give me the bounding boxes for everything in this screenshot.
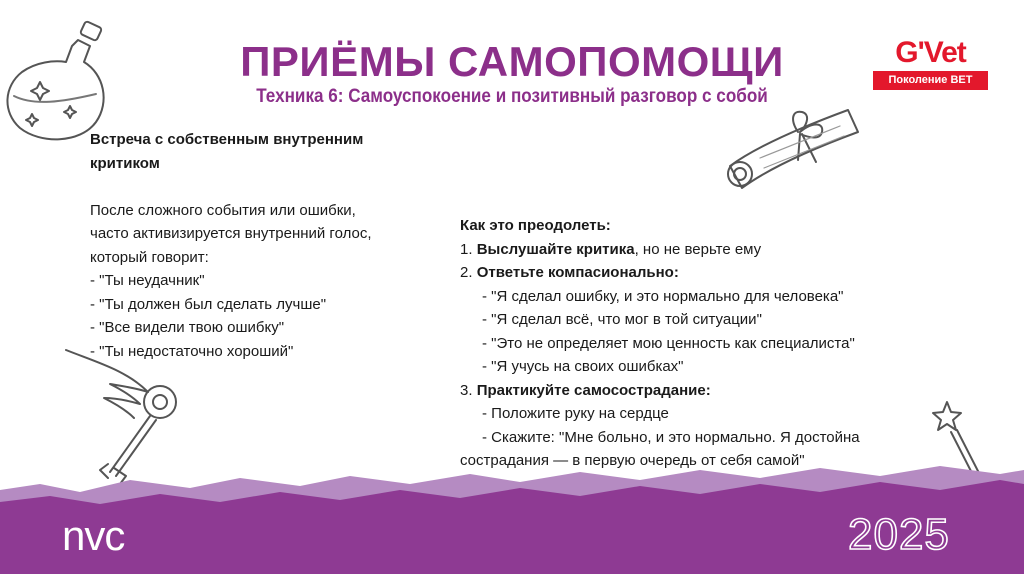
step-3-item-continued: сострадания — в первую очередь от себя самой": [460, 452, 805, 469]
page-title: ПРИЁМЫ САМОПОМОЩИ: [240, 38, 784, 85]
step-2-item: - "Это не определяет мою ценность как специалиста": [482, 334, 855, 352]
text-line: часто активизируется внутренний голос,: [90, 225, 372, 242]
gvet-logo-tagline: Поколение ВЕТ: [873, 71, 988, 90]
step-2-item: - "Я учусь на своих ошибках": [482, 358, 684, 375]
inner-critic-heading: [90, 128, 420, 175]
step-number: 2.: [460, 264, 477, 281]
critic-quote: - "Ты недостаточно хороший": [90, 342, 294, 360]
nvc-logo: nvc: [62, 512, 125, 559]
scroll-icon: [720, 96, 870, 196]
step-3-item: - Скажите: "Мне больно, и это нормально. Я достойна: [482, 428, 860, 446]
critic-quote: - "Ты должен был сделать лучше": [90, 295, 327, 313]
overcome-block: [460, 214, 930, 473]
step-3-item: - Положите руку на сердце: [482, 405, 669, 422]
step-2-item: - "Я сделал ошибку, и это нормально для человека": [482, 287, 844, 305]
heading-line: Встреча с собственным внутренним: [90, 131, 364, 148]
step-1: [460, 238, 930, 262]
critic-quote: - "Все видели твою ошибку": [90, 319, 285, 336]
step-text: , но не верьте ему: [634, 240, 762, 258]
year-label: 2025: [848, 510, 950, 559]
step-2: [460, 261, 930, 285]
page-subtitle: Техника 6: Самоуспокоение и позитивный разговор с собой: [256, 86, 768, 107]
critic-quote: - "Ты неудачник": [90, 272, 205, 289]
step-number: 1.: [460, 240, 477, 258]
overcome-heading: [460, 214, 930, 238]
overcome-heading-text: Как это преодолеть:: [460, 217, 611, 234]
step-3: [460, 379, 930, 403]
inner-critic-text: [90, 199, 420, 364]
heading-line: критиком: [90, 154, 160, 172]
text-line: После сложного события или ошибки,: [90, 201, 356, 219]
step-number: 3.: [460, 381, 477, 399]
step-title: Ответьте компасионально:: [476, 264, 679, 281]
step-title: Выслушайте критика: [476, 240, 635, 258]
gvet-logo: [873, 38, 988, 92]
step-2-item: - "Я сделал всё, что мог в той ситуации": [482, 311, 762, 328]
inner-critic-block: [90, 128, 420, 363]
text-line: который говорит:: [90, 248, 209, 266]
gvet-logo-mark: G'Vet: [895, 36, 966, 69]
step-title: Практикуйте самосострадание:: [476, 381, 711, 399]
